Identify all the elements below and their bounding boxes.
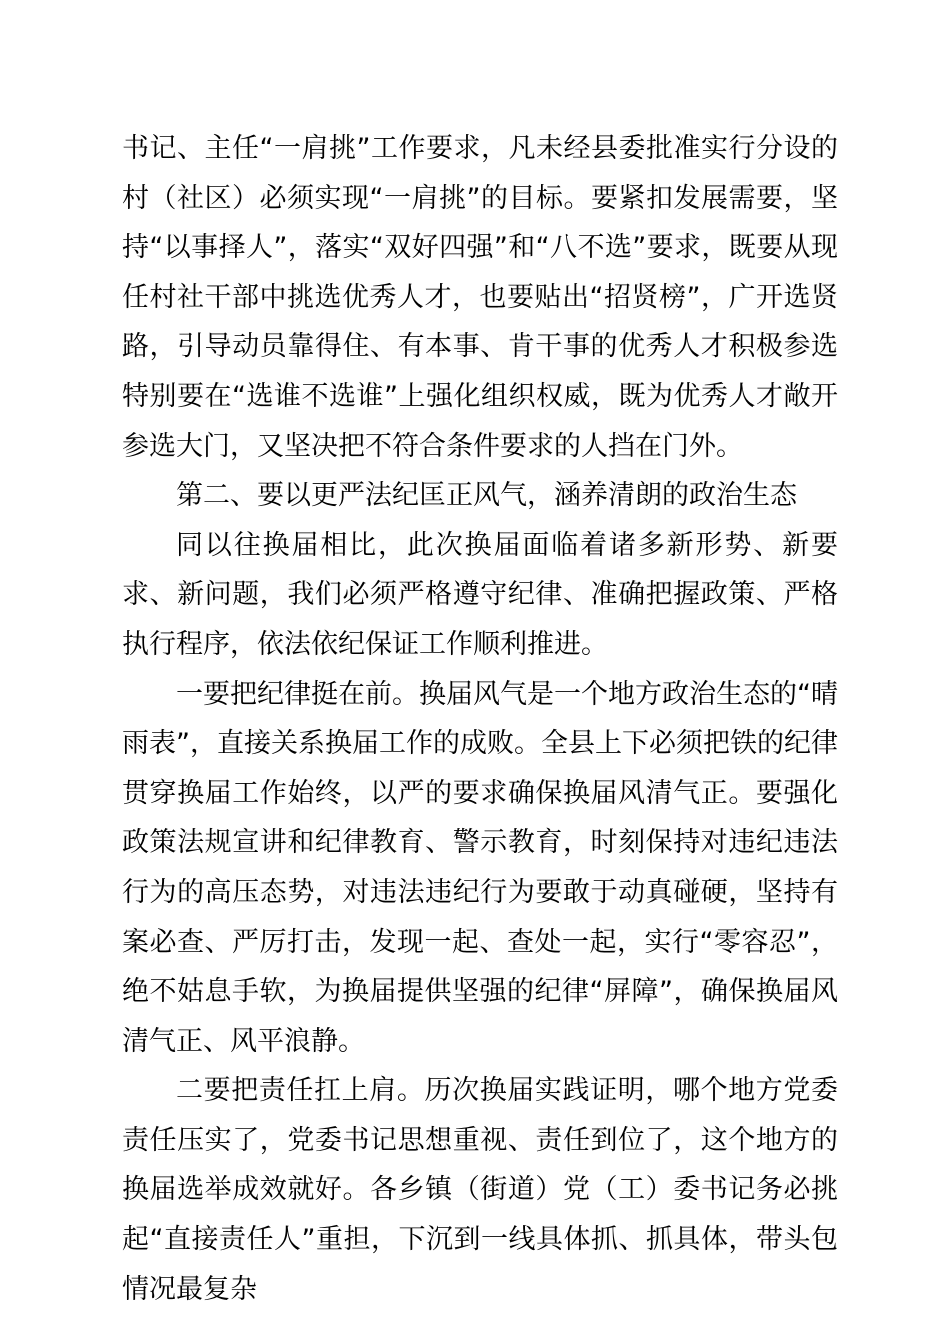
section-heading: 第二、要以更严法纪匡正风气，涵养清朗的政治生态 xyxy=(176,480,797,512)
paragraph: 同以往换届相比，此次换届面临着诸多新形势、新要求、新问题，我们必须严格遵守纪律、准确把握政策、严格执行程序，依法依纪保证工作顺利推进。 xyxy=(122,529,838,660)
document-page xyxy=(122,124,838,1314)
paragraph: 二要把责任扛上肩。历次换届实践证明，哪个地方党委责任压实了，党委书记思想重视、责任到位了，这个地方的换届选举成效就好。各乡镇（街道）党（工）委书记务必挑起“直接责任人”重担，下沉到一线具体抓、抓具体，带头包情况最复杂 xyxy=(122,1075,838,1305)
paragraph: 一要把纪律挺在前。换届风气是一个地方政治生态的“晴雨表”，直接关系换届工作的成败。全县上下必须把铁的纪律贯穿换届工作始终，以严的要求确保换届风清气正。要强化政策法规宣讲和纪律教育、警示教育，时刻保持对违纪违法行为的高压态势，对违法违纪行为要敢于动真碰硬，坚持有案必查、严厉打击，发现一起、查处一起，实行“零容忍”，绝不姑息手软，为换届提供坚强的纪律“屏障”，确保换届风清气正、风平浪静。 xyxy=(122,678,838,1057)
paragraph-continuation: 书记、主任“一肩挑”工作要求，凡未经县委批准实行分设的村（社区）必须实现“一肩挑”的目标。要紧扣发展需要，坚持“以事择人”，落实“双好四强”和“八不选”要求，既要从现任村社干部中挑选优秀人才，也要贴出“招贤榜”，广开选贤路，引导动员靠得住、有本事、肯干事的优秀人才积极参选特别要在“选谁不选谁”上强化组织权威，既为优秀人才敞开参选大门，又坚决把不符合条件要求的人挡在门外。 xyxy=(122,133,838,462)
